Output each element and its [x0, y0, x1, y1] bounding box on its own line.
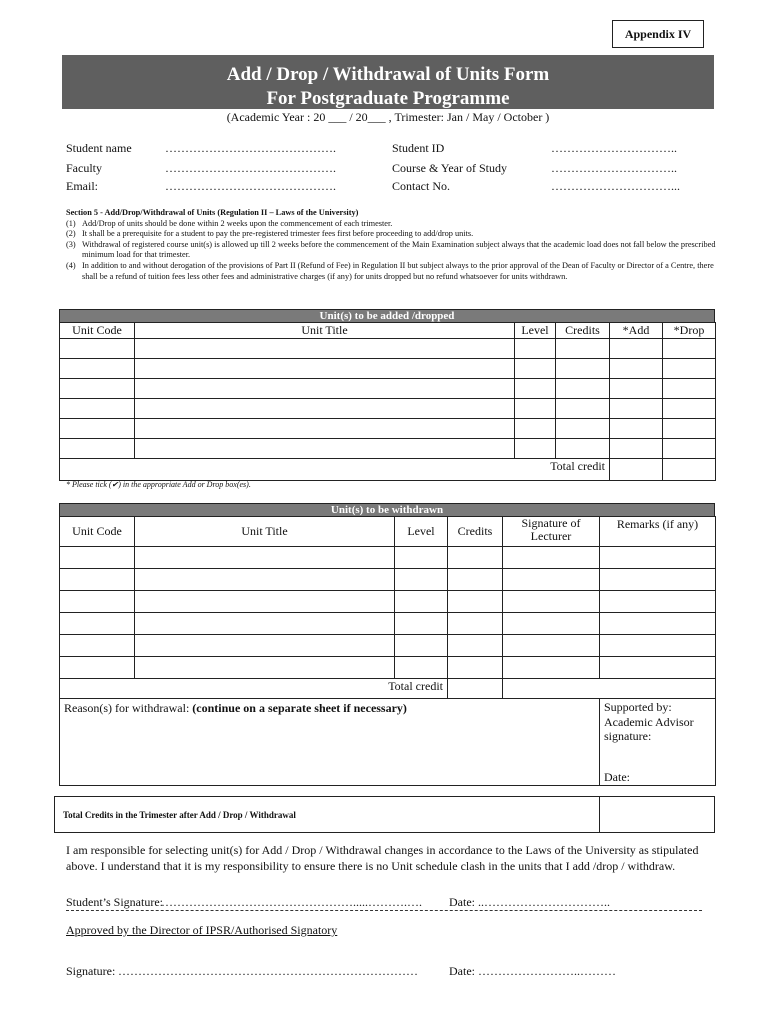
- add-drop-table-header: Unit(s) to be added /dropped: [59, 309, 715, 323]
- total-credits-value[interactable]: [600, 797, 714, 832]
- col-unit-code: Unit Code: [60, 517, 135, 547]
- section5-rules: [66, 208, 716, 282]
- table-row[interactable]: [60, 591, 716, 613]
- student-name-field[interactable]: …………………………………….: [165, 141, 336, 155]
- col-credits: Credits: [556, 323, 610, 339]
- faculty-label: Faculty: [66, 161, 102, 175]
- drop-checkbox[interactable]: [663, 439, 716, 459]
- col-level: Level: [395, 517, 448, 547]
- advisor-signature-label: signature:: [604, 729, 652, 743]
- faculty-field[interactable]: …………………………………….: [165, 161, 336, 175]
- director-date-field[interactable]: ……………………..………: [478, 964, 616, 978]
- add-drop-table: [59, 322, 716, 481]
- drop-checkbox[interactable]: [663, 359, 716, 379]
- add-checkbox[interactable]: [610, 359, 663, 379]
- add-checkbox[interactable]: [610, 339, 663, 359]
- tick-note: * Please tick (✔) in the appropriate Add or Drop box(es).: [66, 480, 251, 489]
- responsibility-statement: I am responsible for selecting unit(s) for Add / Drop / Withdrawal changes in accordance to the Laws of the University as stipulated above. I understand that it is my responsibility to ensure there is no Unit schedule clash in the units that I add /drop / withdraw.: [66, 843, 699, 873]
- contact-no-label: Contact No.: [392, 179, 450, 193]
- rule-number: (1): [66, 218, 76, 228]
- table-row[interactable]: [60, 379, 716, 399]
- section5-heading: Section 5 - Add/Drop/Withdrawal of Units (Regulation II – Laws of the University): [66, 208, 359, 217]
- course-year-label: Course & Year of Study: [392, 161, 508, 175]
- col-add: *Add: [610, 323, 663, 339]
- table-row[interactable]: [60, 399, 716, 419]
- col-unit-code: Unit Code: [60, 323, 135, 339]
- withdraw-table: [59, 516, 716, 786]
- total-credit-cell[interactable]: [448, 679, 503, 699]
- director-date-label: Date:: [449, 964, 475, 978]
- supported-by-label: Supported by:: [604, 700, 672, 714]
- withdraw-table-header: Unit(s) to be withdrawn: [59, 503, 715, 517]
- student-id-field[interactable]: …………………………..: [551, 141, 677, 155]
- student-date-label: Date:: [449, 895, 475, 909]
- rule-text: It shall be a prerequisite for a student to pay the pre-registered trimester fees first before proceeding to add/drop units.: [82, 229, 474, 239]
- table-row[interactable]: [60, 569, 716, 591]
- course-year-field[interactable]: …………………………..: [551, 161, 677, 175]
- contact-no-field[interactable]: …………………………...: [551, 179, 680, 193]
- advisor-cell[interactable]: [600, 699, 716, 786]
- form-title: Add / Drop / Withdrawal of Units Form: [226, 64, 550, 85]
- table-row[interactable]: [60, 439, 716, 459]
- email-label: Email:: [66, 179, 98, 193]
- rule-number: (3): [66, 239, 76, 249]
- form-subtitle: For Postgraduate Programme: [266, 88, 510, 109]
- academic-year-line: (Academic Year : 20 ___ / 20___ , Trimester: Jan / May / October ): [226, 110, 550, 124]
- director-signature-field[interactable]: …………………………………………………………………: [118, 964, 418, 978]
- total-credits-box: [54, 796, 715, 833]
- col-remarks: Remarks (if any): [600, 517, 716, 547]
- divider: [66, 910, 702, 911]
- table-row[interactable]: [60, 339, 716, 359]
- col-lecturer-signature: Signature of Lecturer: [503, 517, 600, 547]
- student-name-label: Student name: [66, 141, 132, 155]
- student-date-field[interactable]: ..…………………………..: [478, 895, 610, 909]
- col-drop: *Drop: [663, 323, 716, 339]
- drop-checkbox[interactable]: [663, 339, 716, 359]
- table-row[interactable]: [60, 419, 716, 439]
- student-signature-label: Student’s Signature:: [66, 895, 163, 909]
- add-checkbox[interactable]: [610, 419, 663, 439]
- rule-number: (2): [66, 229, 76, 239]
- student-signature-field[interactable]: ………………………………………….....……….….: [161, 895, 422, 909]
- col-credits: Credits: [448, 517, 503, 547]
- student-id-label: Student ID: [392, 141, 445, 155]
- rule-number: (4): [66, 260, 76, 270]
- total-credits-label: Total Credits in the Trimester after Add / Drop / Withdrawal: [55, 797, 600, 832]
- form-title-banner: [62, 55, 714, 109]
- col-unit-title: Unit Title: [135, 517, 395, 547]
- add-checkbox[interactable]: [610, 379, 663, 399]
- drop-checkbox[interactable]: [663, 419, 716, 439]
- academic-advisor-label: Academic Advisor: [604, 714, 694, 729]
- total-credit-label: Total credit: [60, 459, 610, 481]
- table-row[interactable]: [60, 547, 716, 569]
- reason-label: Reason(s) for withdrawal:: [64, 701, 190, 715]
- reason-note: (continue on a separate sheet if necessary): [192, 701, 407, 715]
- add-checkbox[interactable]: [610, 439, 663, 459]
- col-level: Level: [515, 323, 556, 339]
- email-field[interactable]: …………………………………….: [165, 179, 336, 193]
- appendix-label: Appendix IV: [612, 20, 704, 48]
- table-row[interactable]: [60, 359, 716, 379]
- approved-by-label: Approved by the Director of IPSR/Authorised Signatory: [66, 923, 338, 937]
- rule-text: Add/Drop of units should be done within 2 weeks upon the commencement of each trimester.: [82, 218, 393, 228]
- advisor-date-label: Date:: [604, 769, 630, 784]
- drop-checkbox[interactable]: [663, 399, 716, 419]
- total-credit-cell[interactable]: [610, 459, 663, 481]
- rule-text: In addition to and without derogation of the provisions of Part II (Refund of Fee) in Regulation II but subject always to the prior approval of the Dean of Faculty or Director of a Centre, there shall be a refund of tuition fees less other fees and administrative charges (if any) for units dropped but no refund whatsoever for units withdrawn.: [82, 260, 714, 281]
- table-row[interactable]: [60, 635, 716, 657]
- rule-text: Withdrawal of registered course unit(s) is allowed up till 2 weeks before the commencement of the Main Examination subject always that the academic load does not fall below the prescribed minimum load for that trimester.: [82, 239, 716, 260]
- table-row[interactable]: [60, 657, 716, 679]
- drop-checkbox[interactable]: [663, 379, 716, 399]
- col-unit-title: Unit Title: [135, 323, 515, 339]
- reason-cell[interactable]: [60, 699, 600, 786]
- director-signature-label: Signature:: [66, 964, 116, 978]
- add-checkbox[interactable]: [610, 399, 663, 419]
- table-row[interactable]: [60, 613, 716, 635]
- total-credit-label: Total credit: [60, 679, 448, 699]
